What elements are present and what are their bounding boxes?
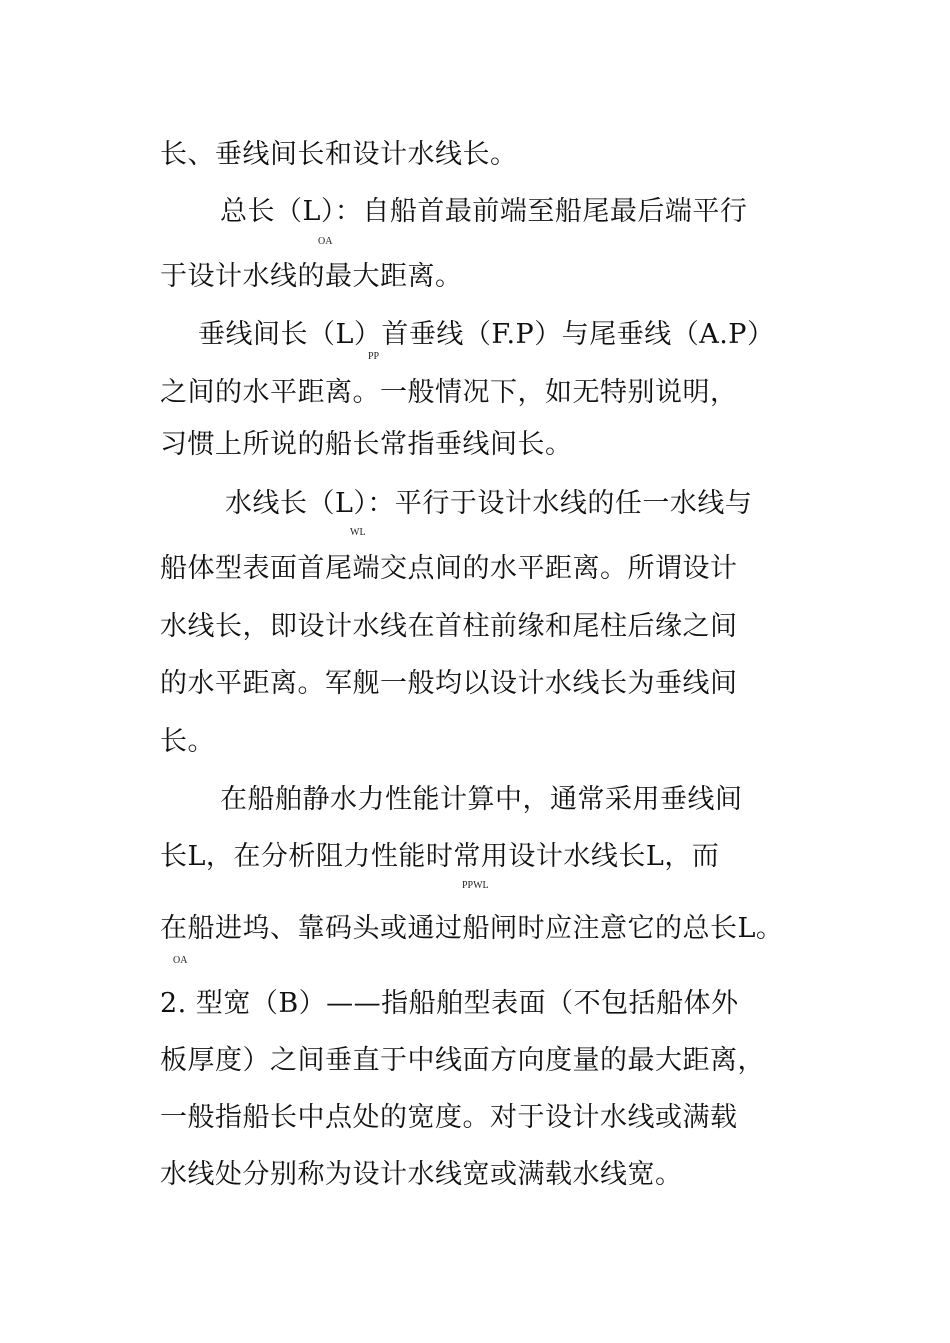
text-line-7: 水线长（L）：平行于设计水线的任一水线与 bbox=[225, 488, 753, 519]
text-line-6: 习惯上所说的船长常指垂线间长。 bbox=[160, 429, 573, 460]
text-line-5: 之间的水平距离。一般情况下，如无特别说明， bbox=[160, 377, 738, 408]
text-line-14: 在船进坞、靠码头或通过船闸时应注意它的总长L。 bbox=[160, 913, 784, 944]
text-line-12: 在船舶静水力性能计算中，通常采用垂线间 bbox=[220, 784, 743, 815]
subscript-pp: PP bbox=[368, 351, 380, 362]
text-line-9: 水线长，即设计水线在首柱前缘和尾柱后缘之间 bbox=[160, 611, 738, 642]
text-line-2: 总长（L）：自船首最前端至船尾最后端平行 bbox=[220, 196, 748, 227]
text-line-1: 长、垂线间长和设计水线长。 bbox=[160, 139, 518, 170]
text-line-17: 一般指船长中点处的宽度。对于设计水线或满载 bbox=[160, 1102, 738, 1133]
text-line-16: 板厚度）之间垂直于中线面方向度量的最大距离， bbox=[160, 1045, 765, 1076]
text-line-15: 2. 型宽（B）——指船舶型表面（不包括船体外 bbox=[160, 988, 739, 1019]
subscript-ppwl: PPWL bbox=[462, 880, 489, 891]
text-line-11: 长。 bbox=[160, 726, 215, 757]
subscript-oa-2: OA bbox=[173, 955, 188, 966]
text-line-3: 于设计水线的最大距离。 bbox=[160, 261, 463, 292]
text-line-18: 水线处分别称为设计水线宽或满载水线宽。 bbox=[160, 1159, 683, 1190]
text-line-8: 船体型表面首尾端交点间的水平距离。所谓设计 bbox=[160, 553, 738, 584]
subscript-wl: WL bbox=[350, 527, 366, 538]
text-line-10: 的水平距离。军舰一般均以设计水线长为垂线间 bbox=[160, 668, 738, 699]
subscript-oa: OA bbox=[318, 236, 333, 247]
text-line-13: 长L，在分析阻力性能时常用设计水线长L，而 bbox=[160, 841, 720, 872]
text-line-4: 垂线间长（L）首垂线（F.P）与尾垂线（A.P） bbox=[198, 319, 775, 350]
